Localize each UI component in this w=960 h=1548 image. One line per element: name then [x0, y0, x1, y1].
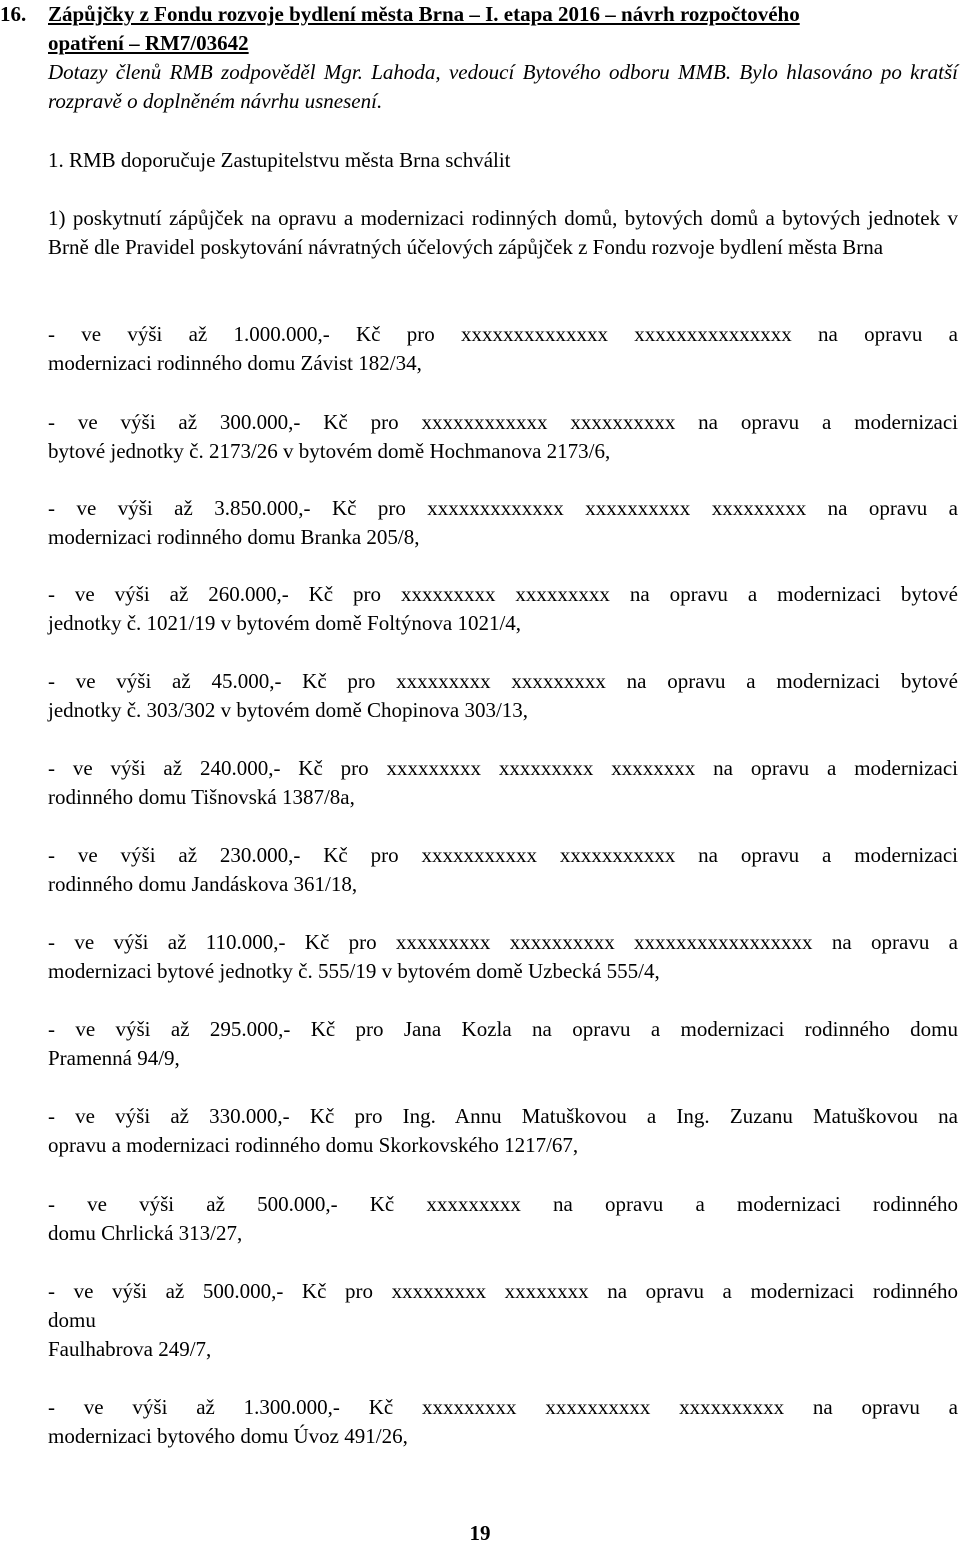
loan-item-line: modernizaci rodinného domu Závist 182/34, [48, 351, 422, 375]
loan-item-line: jednotky č. 303/302 v bytovém domě Chopinova 303/13, [48, 698, 529, 722]
loan-item-line: - ve výši až 230.000,- Kč pro xxxxxxxxxxx xxxxxxxxxxx na opravu a modernizaci [48, 843, 958, 867]
loan-item [48, 1393, 958, 1451]
loan-item-line: domu [48, 1308, 96, 1332]
section-title: Zápůjčky z Fondu rozvoje bydlení města Brna – I. etapa 2016 – návrh rozpočtového [48, 2, 800, 26]
loan-item [48, 580, 958, 638]
heading-line-1 [0, 0, 958, 29]
section-title-continuation: opatření – RM7/03642 [48, 31, 249, 55]
loan-item-line: - ve výši až 110.000,- Kč pro xxxxxxxxx xxxxxxxxxx xxxxxxxxxxxxxxxxx na opravu a [48, 930, 958, 954]
loan-item-line: modernizaci bytové jednotky č. 555/19 v bytovém domě Uzbecká 555/4, [48, 959, 660, 983]
loan-item [48, 494, 958, 552]
loan-item-line: - ve výši až 300.000,- Kč pro xxxxxxxxxxxx xxxxxxxxxx na opravu a modernizaci [48, 410, 958, 434]
loan-item-line: rodinného domu Tišnovská 1387/8a, [48, 785, 355, 809]
loan-item-line: rodinného domu Jandáskova 361/18, [48, 872, 358, 896]
section-number: 16. [0, 2, 27, 26]
loan-item [48, 1015, 958, 1073]
loan-item-line: domu Chrlická 313/27, [48, 1221, 243, 1245]
loan-item-line: opravu a modernizaci rodinného domu Skorkovského 1217/67, [48, 1133, 579, 1157]
loan-item [48, 408, 958, 466]
loan-item-line: Pramenná 94/9, [48, 1046, 180, 1070]
loan-item-line: Faulhabrova 249/7, [48, 1337, 212, 1361]
loan-item [48, 1190, 958, 1248]
loan-item-line: - ve výši až 260.000,- Kč pro xxxxxxxxx xxxxxxxxx na opravu a modernizaci bytové [48, 582, 958, 606]
resolution-intro: 1. RMB doporučuje Zastupitelstvu města Brna schválit [48, 148, 511, 172]
loan-item [48, 754, 958, 812]
loan-item-line: - ve výši až 330.000,- Kč pro Ing. Annu Matuškovou a Ing. Zuzanu Matuškovou na [48, 1104, 958, 1128]
loan-item [48, 320, 958, 378]
loan-item-line: - ve výši až 295.000,- Kč pro Jana Kozla na opravu a modernizaci rodinného domu [48, 1017, 958, 1041]
loan-item [48, 1277, 958, 1364]
loan-item-line: modernizaci bytového domu Úvoz 491/26, [48, 1424, 408, 1448]
discussion-note: Dotazy členů RMB zodpověděl Mgr. Lahoda, vedoucí Bytového odboru MMB. Bylo hlasováno po kratší rozpravě o doplněném návrhu usnesení. [48, 60, 958, 113]
loan-item-line: jednotky č. 1021/19 v bytovém domě Foltýnova 1021/4, [48, 611, 522, 635]
loan-item [48, 1102, 958, 1160]
loan-item-line: bytové jednotky č. 2173/26 v bytovém domě Hochmanova 2173/6, [48, 439, 611, 463]
section-heading [0, 0, 958, 58]
loan-item-line: modernizaci rodinného domu Branka 205/8, [48, 525, 420, 549]
loan-item-line: - ve výši až 500.000,- Kč xxxxxxxxx na opravu a modernizaci rodinného [48, 1192, 958, 1216]
loan-item-line: - ve výši až 1.300.000,- Kč xxxxxxxxx xxxxxxxxxx xxxxxxxxxx na opravu a [48, 1395, 958, 1419]
resolution-point-1: 1) poskytnutí zápůjček na opravu a modernizaci rodinných domů, bytových domů a bytových jednotek v Brně dle Pravidel poskytování návratných účelových zápůjček z Fondu rozvoje bydlení města Brna [48, 206, 958, 259]
loan-item-line: - ve výši až 1.000.000,- Kč pro xxxxxxxxxxxxxx xxxxxxxxxxxxxxx na opravu a [48, 322, 958, 346]
loan-item-line: - ve výši až 500.000,- Kč pro xxxxxxxxx xxxxxxxx na opravu a modernizaci rodinného [48, 1279, 958, 1303]
loan-item [48, 928, 958, 986]
loan-item-line: - ve výši až 3.850.000,- Kč pro xxxxxxxxxxxxx xxxxxxxxxx xxxxxxxxx na opravu a [48, 496, 958, 520]
loan-item [48, 841, 958, 899]
loan-item-line: - ve výši až 240.000,- Kč pro xxxxxxxxx xxxxxxxxx xxxxxxxx na opravu a modernizaci [48, 756, 958, 780]
loan-item [48, 667, 958, 725]
loan-item-line: - ve výši až 45.000,- Kč pro xxxxxxxxx xxxxxxxxx na opravu a modernizaci bytové [48, 669, 958, 693]
page-number: 19 [469, 1521, 491, 1545]
